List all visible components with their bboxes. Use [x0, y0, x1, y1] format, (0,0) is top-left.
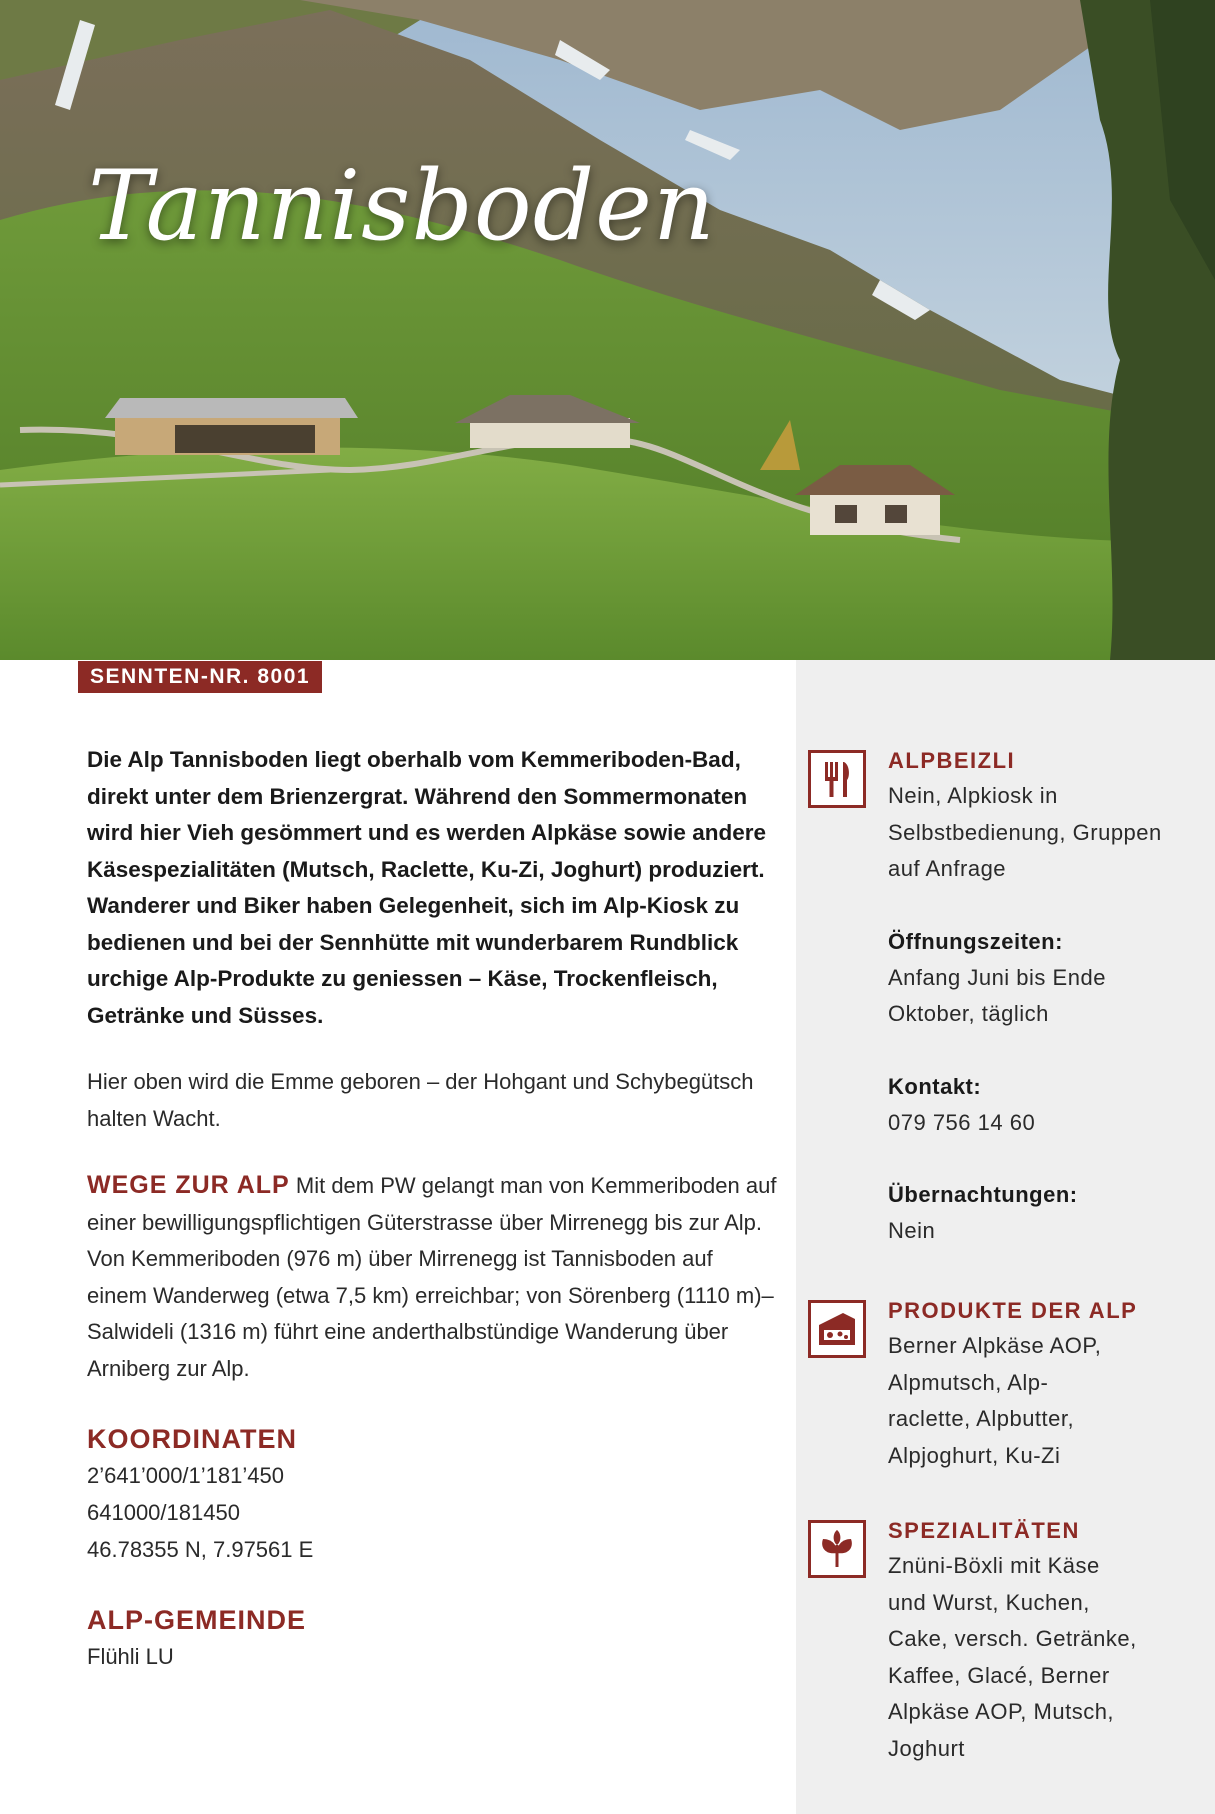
main-column [87, 742, 777, 1675]
oeffnungszeiten-label: Öffnungszeiten: [888, 928, 1063, 954]
kontakt-label: Kontakt: [888, 1073, 982, 1099]
kontakt-value: 079 756 14 60 [888, 1109, 1036, 1135]
spezialitaeten-title: SPEZIALITÄTEN [888, 1518, 1080, 1543]
alp-landscape-image [0, 0, 1215, 660]
cheese-icon [808, 1300, 866, 1358]
spezialitaeten-text: Znüni-Böxli mit Käse und Wurst, Kuchen, Cake, versch. Getränke, Kaffee, Glacé, Berner Alpkäse AOP, Mutsch, Joghurt [888, 1553, 1137, 1761]
alpbeizli-title: ALPBEIZLI [888, 748, 1016, 773]
koordinaten-line: 2’641’000/1’181’450 [87, 1463, 284, 1488]
gemeinde-value: Flühli LU [87, 1644, 174, 1669]
spezialitaeten-block [888, 1514, 1198, 1767]
oeffnungszeiten-value: Anfang Juni bis Ende Oktober, täglich [888, 964, 1106, 1026]
koordinaten-heading: KOORDINATEN [87, 1424, 297, 1454]
sennten-number-badge: SENNTEN-NR. 8001 [78, 661, 322, 693]
intro-paragraph: Die Alp Tannisboden liegt oberhalb vom Kemmeriboden-Bad, direkt unter dem Brienzergrat. Während den Sommermonaten wird hier Vieh gesömmert und es werden Alpkäse sowie andere Käsespezialitäten (Mutsch, Raclette, Ku-Zi, Joghurt) produziert. Wanderer und Biker haben Gelegenheit, sich im Alp-Kiosk zu bedienen und bei der Sennhütte mit wunderbarem Rundblick urchige Alp-Produkte zu geniessen – Käse, Trockenfleisch, Getränke und Süsses. [87, 747, 766, 1028]
gemeinde-heading: ALP-GEMEINDE [87, 1605, 307, 1635]
wege-paragraph [87, 1167, 777, 1387]
alpbeizli-text: Nein, Alpkiosk in Selbstbedienung, Gruppen auf Anfrage [888, 783, 1162, 881]
page-title: Tannisboden [88, 150, 716, 262]
wege-text: Mit dem PW gelangt man von Kemmeriboden auf einer bewilligungspflichtigen Güterstrasse über Mirrenegg bis zur Alp. Von Kemmeriboden (976 m) über Mirrenegg ist Tannisboden auf einem Wanderweg (etwa 7,5 km) erreichbar; von Sörenberg (1110 m)–Salwideli (1316 m) führt eine anderthalbstündige Wanderung über Arniberg zur Alp. [87, 1173, 777, 1381]
cutlery-icon [808, 750, 866, 808]
alpbeizli-block [888, 744, 1198, 1250]
uebernachtungen-label: Übernachtungen: [888, 1182, 1078, 1207]
produkte-text: Berner Alpkäse AOP, Alpmutsch, Alpraclette, Alpbutter, Alpjoghurt, Ku-Zi [888, 1333, 1102, 1468]
emme-paragraph: Hier oben wird die Emme geboren – der Hohgant und Schybegütsch halten Wacht. [87, 1069, 754, 1131]
koordinaten-line: 641000/181450 [87, 1500, 240, 1525]
koordinaten-list [87, 1457, 777, 1568]
uebernachtungen-value: Nein [888, 1218, 936, 1243]
wege-heading: WEGE ZUR ALP [87, 1171, 290, 1199]
hero-photo [0, 0, 1215, 660]
produkte-title: PRODUKTE DER ALP [888, 1298, 1138, 1323]
produkte-block [888, 1294, 1198, 1474]
koordinaten-line: 46.78355 N, 7.97561 E [87, 1537, 314, 1562]
plant-icon [808, 1520, 866, 1578]
